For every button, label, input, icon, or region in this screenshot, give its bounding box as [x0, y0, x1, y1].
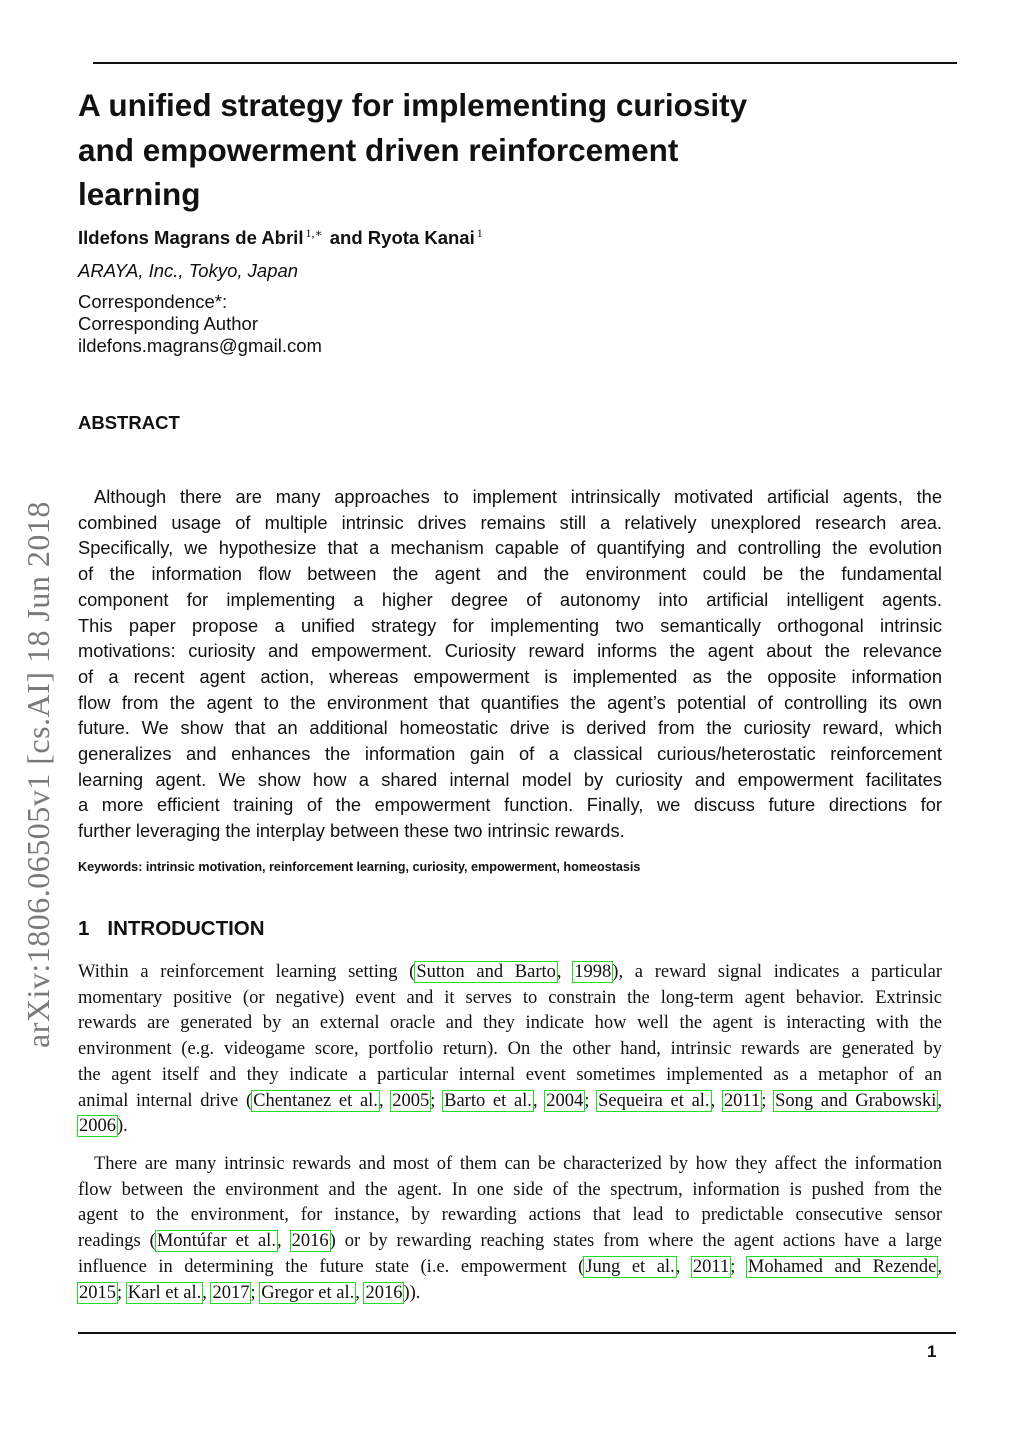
citation-link[interactable]: Montúfar et al.	[156, 1231, 276, 1252]
abstract-line: Although there are many approaches to implement intrinsically motivated artificial agents, the	[94, 486, 942, 507]
text-run: ,	[202, 1282, 212, 1303]
paragraph-line	[78, 1281, 942, 1307]
text-run: ) or by rewarding reaching states from where the agent actions have a large	[329, 1231, 943, 1252]
paragraph-line	[78, 1089, 942, 1115]
citation-link[interactable]: Sutton and Barto	[416, 962, 556, 982]
citation-link[interactable]: 2005	[392, 1090, 430, 1111]
paragraph-line: environment (e.g. videogame score, portfolio return). On the other hand, intrinsic rewards are generated by	[78, 1039, 942, 1060]
abstract-line: motivations: curiosity and empowerment. Curiosity reward informs the agent about the relevance	[78, 640, 942, 662]
text-run: readings (	[78, 1231, 156, 1252]
citation-link[interactable]: 2006	[79, 1116, 116, 1137]
text-run: ;	[761, 1090, 775, 1111]
affiliation: ARAYA, Inc., Tokyo, Japan	[78, 260, 299, 281]
paragraph-line	[78, 1255, 942, 1281]
author-affil-mark: 1	[476, 226, 483, 240]
correspondence-label: Correspondence*:	[78, 291, 228, 312]
citation-link[interactable]: 2004	[546, 1090, 584, 1111]
paragraph-line: agent to the environment, for instance, by rewarding actions that lead to predictable consecutive sensor	[78, 1205, 942, 1226]
author-connector: and	[329, 227, 363, 248]
citation-link[interactable]: Jung et al.	[585, 1256, 675, 1277]
paragraph-line	[78, 1229, 942, 1255]
text-run: influence in determining the future state (i.e. empowerment (	[78, 1256, 585, 1277]
abstract-line: a more efficient training of the empowerment function. Finally, we discuss future directions for	[78, 794, 942, 816]
author-name: Ildefons Magrans de Abril	[78, 227, 304, 248]
text-run: ,	[556, 962, 574, 982]
text-run: ,	[378, 1090, 392, 1111]
keywords: Keywords: intrinsic motivation, reinforcement learning, curiosity, empowerment, homeostasis	[78, 860, 641, 874]
text-run: )).	[403, 1282, 421, 1303]
text-run: ,	[276, 1231, 291, 1252]
page-number: 1	[927, 1342, 937, 1361]
citation-link[interactable]: Barto et al.	[444, 1090, 532, 1111]
citation-link[interactable]: Song and Grabowski	[775, 1090, 937, 1111]
text-run: ,	[675, 1256, 692, 1277]
citation-link[interactable]: 2016	[291, 1231, 329, 1252]
intro-paragraph-2	[78, 1152, 942, 1306]
citation-link[interactable]: Gregor et al.	[261, 1282, 355, 1303]
author-name: Ryota Kanai	[367, 227, 475, 248]
abstract-line: This paper propose a unified strategy for implementing two semantically orthogonal intrinsic	[78, 614, 942, 636]
text-run: ;	[730, 1256, 747, 1277]
section-heading	[78, 917, 265, 941]
citation-link[interactable]: Mohamed and Rezende	[747, 1256, 937, 1277]
text-run: ), a reward signal indicates a particular	[612, 962, 943, 982]
paragraph-line	[78, 1114, 942, 1140]
text-run: ;	[117, 1282, 127, 1303]
text-run: ).	[117, 1116, 128, 1137]
paragraph-line: flow between the environment and the agent. In one side of the spectrum, information is pushed from the	[78, 1179, 942, 1200]
abstract-line: generalizes and enhances the information gain of a classical curious/heterostatic reinforcement	[78, 743, 942, 765]
arxiv-stamp: arXiv:1806.06505v1 [cs.AI] 18 Jun 2018	[20, 501, 56, 1048]
abstract-line: flow from the agent to the environment that quantifies the agent’s potential of controlling its own	[78, 691, 942, 713]
paper-title	[78, 83, 878, 217]
author-list	[78, 226, 485, 249]
text-run: animal internal drive (	[78, 1090, 253, 1111]
paragraph-line	[78, 960, 942, 986]
abstract-body	[78, 484, 942, 844]
text-run: ,	[710, 1090, 723, 1111]
top-rule	[93, 62, 957, 64]
intro-paragraph-1	[78, 960, 942, 1140]
paragraph-line: the agent itself and they indicate a particular internal event sometimes implemented as a metaphor of an	[78, 1064, 942, 1085]
section-title: INTRODUCTION	[107, 917, 265, 940]
paragraph-line: rewards are generated by an external oracle and they indicate how well the agent is interacting with the	[78, 1013, 942, 1034]
correspondence-name: Corresponding Author	[78, 313, 258, 334]
citation-link[interactable]: 2011	[723, 1090, 761, 1111]
text-run: ,	[355, 1282, 365, 1303]
text-run: ,	[937, 1090, 943, 1111]
abstract-line: future. We show that an additional homeostatic drive is derived from the curiosity reward, which	[78, 717, 942, 739]
citation-link[interactable]: 2017	[212, 1282, 250, 1303]
citation-link[interactable]: Sequeira et al.	[598, 1090, 710, 1111]
correspondence-email[interactable]: ildefons.magrans@gmail.com	[78, 335, 322, 356]
text-run: ;	[430, 1090, 444, 1111]
abstract-line: learning agent. We show how a shared internal model by curiosity and empowerment facilitates	[78, 768, 942, 790]
citation-link[interactable]: Karl et al.	[127, 1282, 202, 1303]
abstract-line: component for implementing a higher degree of autonomy into artificial intelligent agents.	[78, 588, 942, 610]
section-number: 1	[78, 917, 90, 940]
abstract-line: of the information flow between the agent and the environment could be the fundamental	[78, 563, 942, 585]
title-line: A unified strategy for implementing curiosity	[78, 87, 748, 123]
text-run: ;	[250, 1282, 261, 1303]
abstract-line: further leveraging the interplay between these two intrinsic rewards.	[78, 820, 625, 842]
title-line: and empowerment driven reinforcement	[78, 131, 679, 168]
abstract-line: of a recent agent action, whereas empowerment is implemented as the opposite information	[78, 665, 942, 687]
citation-link[interactable]: 2015	[79, 1282, 116, 1303]
citation-link[interactable]: 2011	[692, 1256, 730, 1277]
abstract-heading: ABSTRACT	[78, 412, 180, 433]
citation-link[interactable]: 2016	[365, 1282, 403, 1303]
text-run: ;	[584, 1090, 598, 1111]
footer-rule	[78, 1332, 956, 1334]
author-affil-mark: 1,∗	[305, 226, 323, 240]
text-run: ,	[937, 1256, 943, 1277]
citation-link[interactable]: 1998	[574, 962, 612, 982]
abstract-line: combined usage of multiple intrinsic drives remains still a relatively unexplored research area.	[78, 511, 942, 533]
paragraph-line: There are many intrinsic rewards and most of them can be characterized by how they affect the information	[94, 1154, 942, 1174]
citation-link[interactable]: Chentanez et al.	[253, 1090, 378, 1111]
text-run: ,	[532, 1090, 546, 1111]
abstract-line: Specifically, we hypothesize that a mechanism capable of quantifying and controlling the evolution	[78, 537, 942, 559]
title-line: learning	[78, 176, 201, 212]
paragraph-line: momentary positive (or negative) event and it serves to constrain the long-term agent behavior. Extrinsic	[78, 987, 942, 1008]
correspondence-block	[78, 291, 322, 357]
text-run: Within a reinforcement learning setting (	[78, 962, 416, 982]
